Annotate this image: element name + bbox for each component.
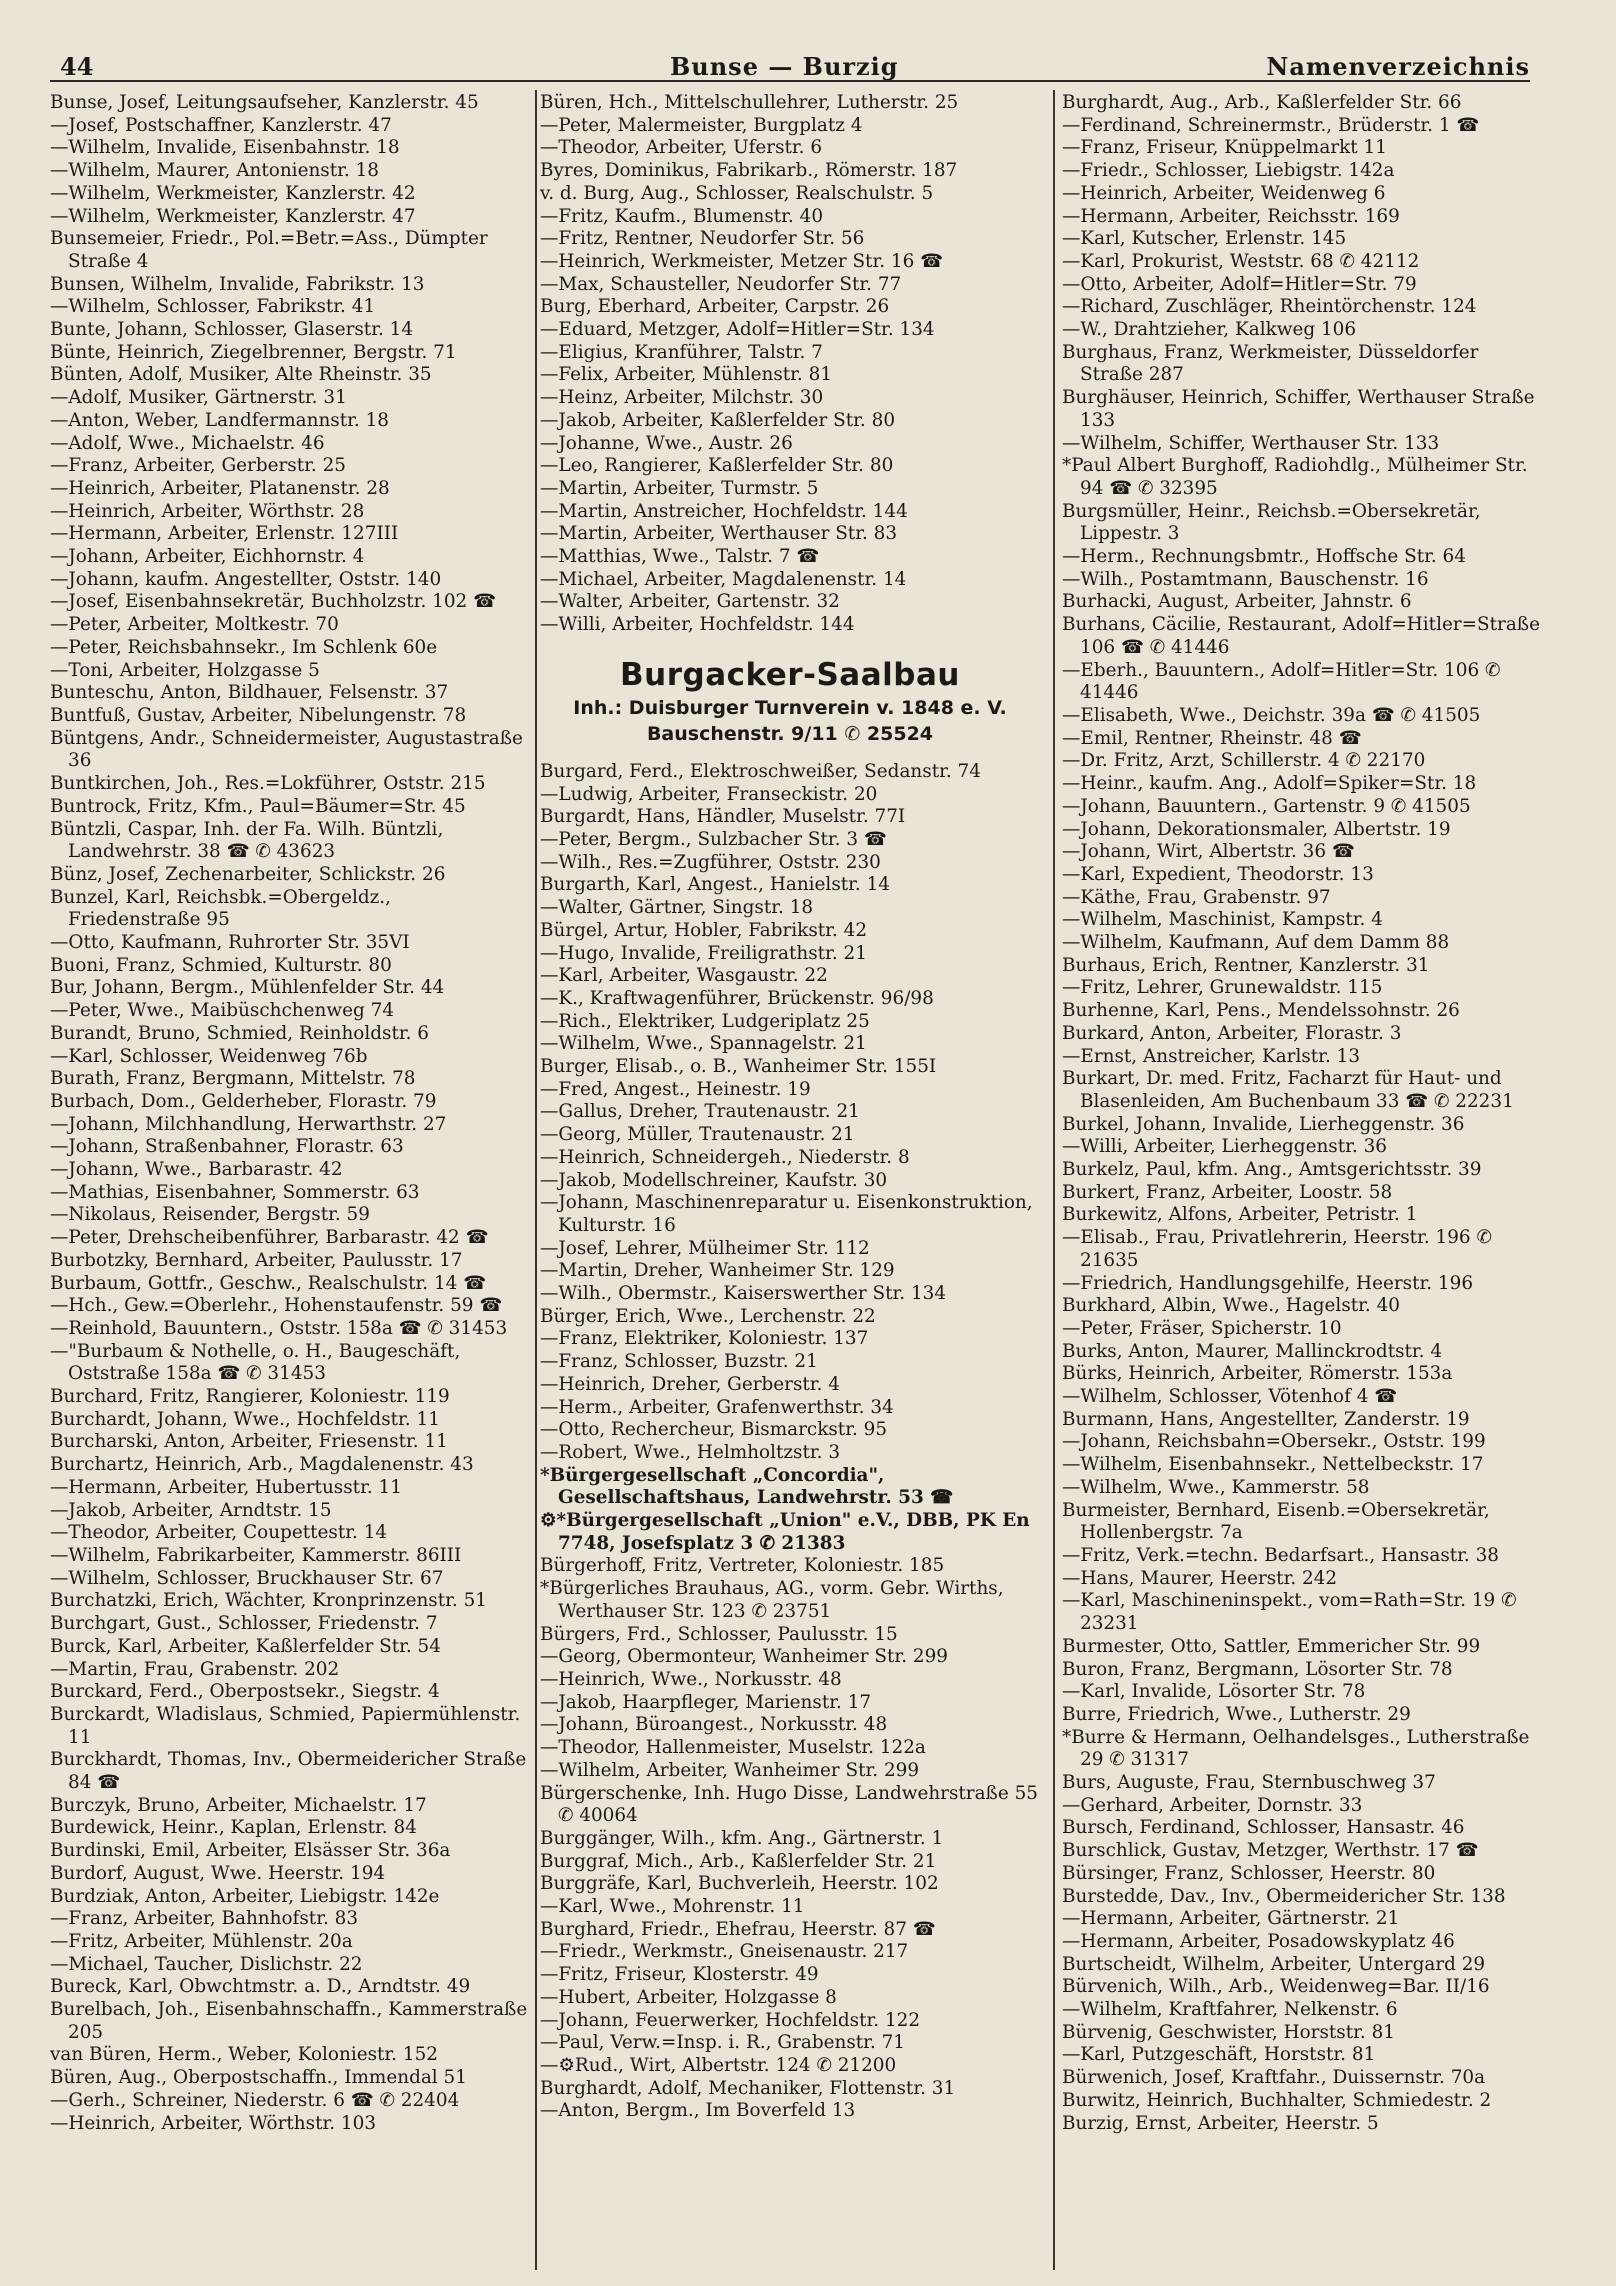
directory-entry: —Fritz, Arbeiter, Mühlenstr. 20a: [50, 1930, 353, 1952]
directory-entry: —Nikolaus, Reisender, Bergstr. 59: [50, 1204, 370, 1226]
directory-entry: —K., Kraftwagenführer, Brückenstr. 96/98: [540, 987, 934, 1009]
directory-entry: Büntzli, Caspar, Inh. der Fa. Wilh. Büntzli, Landwehrstr. 38 ☎ ✆ 43623: [50, 818, 444, 863]
directory-entry: Buntfuß, Gustav, Arbeiter, Nibelungenstr. 78: [50, 704, 467, 726]
directory-entry: Burstedde, Dav., Inv., Obermeidericher Str. 138: [1062, 1885, 1506, 1907]
directory-entry: —Wilhelm, Schiffer, Werthauser Str. 133: [1062, 432, 1440, 454]
directory-entry: —Friedrich, Handlungsgehilfe, Heerstr. 196: [1062, 1272, 1474, 1294]
directory-entry: Bunzel, Karl, Reichsbk.=Obergeldz., Friedenstraße 95: [50, 886, 391, 931]
directory-entry: —Karl, Schlosser, Weidenweg 76b: [50, 1045, 368, 1067]
directory-entry: Bürwenich, Josef, Kraftfahr., Duissernstr. 70a: [1062, 2067, 1486, 2089]
directory-entry: Bürks, Heinrich, Arbeiter, Römerstr. 153a: [1062, 1363, 1453, 1385]
directory-entry: —Johann, Dekorationsmaler, Albertstr. 19: [1062, 818, 1451, 840]
directory-entry: Burchatzki, Erich, Wächter, Kronprinzenstr. 51: [50, 1590, 487, 1612]
directory-entry: Burggräfe, Karl, Buchverleih, Heerstr. 102: [540, 1873, 939, 1895]
directory-entry: ⚙*Bürgergesellschaft „Union" e.V., DBB, PK En 7748, Josefsplatz 3 ✆ 21383: [540, 1510, 1030, 1554]
directory-entry: Burdorf, August, Wwe. Heerstr. 194: [50, 1862, 386, 1884]
directory-entry: —Martin, Dreher, Wanheimer Str. 129: [540, 1260, 895, 1282]
directory-entry: —Wilhelm, Schlosser, Vötenhof 4 ☎: [1062, 1386, 1398, 1408]
directory-entry: —Hch., Gew.=Oberlehr., Hohenstaufenstr. 59 ☎: [50, 1295, 503, 1317]
directory-entry: Burchard, Fritz, Rangierer, Koloniestr. 119: [50, 1386, 450, 1408]
directory-entry: Bunsen, Wilhelm, Invalide, Fabrikstr. 13: [50, 273, 425, 295]
directory-entry: —Eberh., Bauuntern., Adolf=Hitler=Str. 106 ✆ 41446: [1062, 659, 1501, 704]
directory-entry: Burcharski, Anton, Arbeiter, Friesenstr. 11: [50, 1431, 448, 1453]
directory-entry: —Otto, Rechercheur, Bismarckstr. 95: [540, 1419, 888, 1441]
directory-entry: —Johann, Maschinenreparatur u. Eisenkonstruktion, Kulturstr. 16: [540, 1192, 1033, 1236]
directory-entry: Buntrock, Fritz, Kfm., Paul=Bäumer=Str. 45: [50, 795, 466, 817]
directory-entry: —Willi, Arbeiter, Lierheggenstr. 36: [1062, 1136, 1387, 1158]
directory-entry: —Martin, Arbeiter, Werthauser Str. 83: [540, 523, 898, 545]
directory-entry: Burdinski, Emil, Arbeiter, Elsässer Str. 36a: [50, 1840, 451, 1862]
directory-entry: —Wilhelm, Kraftfahrer, Nelkenstr. 6: [1062, 1999, 1398, 2021]
directory-entry: —Hermann, Arbeiter, Posadowskyplatz 46: [1062, 1930, 1455, 1952]
directory-entry: —Wilh., Postamtmann, Bauschenstr. 16: [1062, 568, 1429, 590]
directory-entry: —Adolf, Musiker, Gärtnerstr. 31: [50, 387, 347, 409]
directory-entry: —Otto, Kaufmann, Ruhrorter Str. 35VI: [50, 932, 410, 954]
directory-entry: —Wilhelm, Maschinist, Kampstr. 4: [1062, 909, 1383, 931]
directory-entry: —Johann, Bauuntern., Gartenstr. 9 ✆ 41505: [1062, 795, 1471, 817]
directory-entry: Burczyk, Bruno, Arbeiter, Michaelstr. 17: [50, 1794, 427, 1816]
directory-entry: Burckard, Ferd., Oberpostsekr., Siegstr. 4: [50, 1681, 440, 1703]
directory-entry: Bürgerhoff, Fritz, Vertreter, Koloniestr. 185: [540, 1555, 945, 1577]
directory-entry: Bunse, Josef, Leitungsaufseher, Kanzlerstr. 45: [50, 92, 479, 113]
directory-entry: Bürgerschenke, Inh. Hugo Disse, Landwehrstraße 55 ✆ 40064: [540, 1782, 1038, 1827]
directory-entry: —Karl, Arbeiter, Wasgaustr. 22: [540, 965, 828, 987]
directory-entry: —Heinr., kaufm. Ang., Adolf=Spiker=Str. 18: [1062, 773, 1477, 795]
directory-entry: —Wilhelm, Kaufmann, Auf dem Damm 88: [1062, 932, 1450, 954]
directory-entry: Bünz, Josef, Zechenarbeiter, Schlickstr. 26: [50, 863, 446, 885]
directory-entry: Burghardt, Aug., Arb., Kaßlerfelder Str. 66: [1062, 92, 1462, 113]
directory-entry: Bünten, Adolf, Musiker, Alte Rheinstr. 35: [50, 364, 432, 386]
directory-entry: —Peter, Drehscheibenführer, Barbarastr. 42 ☎: [50, 1227, 489, 1249]
directory-entry: —Johann, Reichsbahn=Obersekr., Oststr. 199: [1062, 1431, 1486, 1453]
directory-entry: Burdewick, Heinr., Kaplan, Erlenstr. 84: [50, 1817, 417, 1839]
advertisement-owner: Inh.: Duisburger Turnverein v. 1848 e. V.: [573, 696, 1007, 719]
directory-entry: —Hermann, Arbeiter, Hubertusstr. 11: [50, 1476, 402, 1498]
directory-entry: —Jakob, Modellschreiner, Kaufstr. 30: [540, 1169, 888, 1191]
directory-entry: —Heinrich, Werkmeister, Metzer Str. 16 ☎: [540, 250, 944, 272]
directory-entry: Burandt, Bruno, Schmied, Reinholdstr. 6: [50, 1022, 430, 1044]
directory-entry: Burgardt, Hans, Händler, Muselstr. 77I: [540, 806, 906, 828]
directory-entry: Bunteschu, Anton, Bildhauer, Felsenstr. 37: [50, 682, 449, 704]
page-header: [50, 50, 1530, 82]
directory-entry: —Karl, Wwe., Mohrenstr. 11: [540, 1896, 805, 1918]
directory-entry: —Heinz, Arbeiter, Milchstr. 30: [540, 387, 824, 409]
directory-entry: —Herm., Rechnungsbmtr., Hoffsche Str. 64: [1062, 546, 1466, 568]
directory-entry: —⚙Rud., Wirt, Albertstr. 124 ✆ 21200: [540, 2054, 897, 2076]
directory-entry: Burkel, Johann, Invalide, Lierheggenstr. 36: [1062, 1113, 1465, 1135]
directory-entry: —Wilhelm, Fabrikarbeiter, Kammerstr. 86III: [50, 1545, 462, 1566]
directory-entry: —Emil, Rentner, Rheinstr. 48 ☎: [1062, 727, 1362, 749]
directory-entry: —Ludwig, Arbeiter, Franseckistr. 20: [540, 783, 878, 805]
directory-entry: —Heinrich, Arbeiter, Weidenweg 6: [1062, 182, 1386, 204]
directory-entry: —Theodor, Arbeiter, Uferstr. 6: [540, 137, 823, 159]
directory-entry: Burghard, Friedr., Ehefrau, Heerstr. 87 ☎: [540, 1918, 936, 1940]
directory-entry: —Jakob, Arbeiter, Kaßlerfelder Str. 80: [540, 409, 896, 431]
directory-entry: Bürvenich, Wilh., Arb., Weidenweg=Bar. II/16: [1062, 1976, 1490, 1998]
directory-entry: —Robert, Wwe., Helmholtzstr. 3: [540, 1441, 841, 1463]
column-middle-top: [540, 92, 1040, 637]
directory-entry: Burgsmüller, Heinr., Reichsb.=Obersekretär, Lippestr. 3: [1062, 500, 1481, 545]
directory-entry: Burghaus, Franz, Werkmeister, Düsseldorfer Straße 287: [1062, 341, 1479, 386]
section-title: Namenverzeichnis: [1266, 52, 1530, 81]
directory-entry: —Gerhard, Arbeiter, Dornstr. 33: [1062, 1794, 1363, 1816]
directory-entry: —Wilhelm, Wwe., Kammerstr. 58: [1062, 1476, 1370, 1498]
directory-entry: Burgard, Ferd., Elektroschweißer, Sedanstr. 74: [540, 760, 981, 782]
directory-entry: Burghardt, Adolf, Mechaniker, Flottenstr. 31: [540, 2077, 956, 2099]
directory-entry: —Wilhelm, Arbeiter, Wanheimer Str. 299: [540, 1759, 920, 1781]
directory-entry: —Karl, Maschineninspekt., vom=Rath=Str. 19 ✆ 23231: [1062, 1590, 1517, 1635]
directory-entry: Burggänger, Wilh., kfm. Ang., Gärtnerstr. 1: [540, 1827, 944, 1849]
directory-entry: —Karl, Kutscher, Erlenstr. 145: [1062, 228, 1347, 250]
directory-entry: —Heinrich, Arbeiter, Wörthstr. 28: [50, 500, 365, 522]
directory-entry: Burckardt, Wladislaus, Schmied, Papiermühlenstr. 11: [50, 1703, 521, 1748]
directory-entry: *Bürgergesellschaft „Concordia", Gesellschaftshaus, Landwehrstr. 53 ☎: [540, 1464, 954, 1509]
directory-entry: Byres, Dominikus, Fabrikarb., Römerstr. 187: [540, 160, 958, 182]
directory-entry: Burchartz, Heinrich, Arb., Magdalenenstr. 43: [50, 1454, 474, 1476]
directory-entry: —Wilhelm, Werkmeister, Kanzlerstr. 42: [50, 182, 416, 204]
directory-entry: —Leo, Rangierer, Kaßlerfelder Str. 80: [540, 455, 894, 477]
directory-entry: Bürsinger, Franz, Schlosser, Heerstr. 80: [1062, 1862, 1436, 1884]
directory-entry: —Johann, Straßenbahner, Florastr. 63: [50, 1136, 404, 1158]
directory-entry: Burbach, Dom., Gelderheber, Florastr. 79: [50, 1090, 437, 1112]
directory-entry: —Fred, Angest., Heinestr. 19: [540, 1078, 811, 1100]
directory-entry: Bürvenig, Geschwister, Horststr. 81: [1062, 2021, 1395, 2043]
directory-entry: Burck, Karl, Arbeiter, Kaßlerfelder Str. 54: [50, 1635, 441, 1657]
advertisement-name: Burgacker-Saalbau: [620, 656, 960, 693]
directory-entry: Burbotzky, Bernhard, Arbeiter, Paulusstr. 17: [50, 1249, 463, 1271]
directory-entry: —Hans, Maurer, Heerstr. 242: [1062, 1567, 1338, 1589]
directory-entry: Bunte, Johann, Schlosser, Glaserstr. 14: [50, 319, 414, 341]
directory-entry: Burhans, Cäcilie, Restaurant, Adolf=Hitler=Straße 106 ☎ ✆ 41446: [1062, 614, 1540, 658]
directory-entry: —Dr. Fritz, Arzt, Schillerstr. 4 ✆ 22170: [1062, 750, 1426, 772]
directory-entry: —Richard, Zuschläger, Rheintörchenstr. 124: [1062, 296, 1477, 318]
directory-entry: —Reinhold, Bauuntern., Oststr. 158a ☎ ✆ 31453: [50, 1317, 508, 1339]
directory-entry: —Eduard, Metzger, Adolf=Hitler=Str. 134: [540, 319, 935, 341]
directory-entry: —Ferdinand, Schreinermstr., Brüderstr. 1 ☎: [1062, 114, 1480, 136]
directory-entry: —Gallus, Dreher, Trautenaustr. 21: [540, 1101, 860, 1123]
directory-entry: Burg, Eberhard, Arbeiter, Carpstr. 26: [540, 296, 890, 318]
directory-entry: Büren, Hch., Mittelschullehrer, Lutherstr. 25: [540, 92, 959, 113]
directory-entry: —Fritz, Verk.=techn. Bedarfsart., Hansastr. 38: [1062, 1545, 1500, 1566]
directory-entry: —Johann, Wirt, Albertstr. 36 ☎: [1062, 841, 1355, 863]
directory-entry: —Mathias, Eisenbahner, Sommerstr. 63: [50, 1181, 420, 1203]
column-left: [50, 92, 528, 2135]
directory-entry: —Franz, Friseur, Knüppelmarkt 11: [1062, 137, 1387, 159]
directory-entry: —Martin, Arbeiter, Turmstr. 5: [540, 477, 819, 499]
directory-entry: —Peter, Arbeiter, Moltkestr. 70: [50, 614, 339, 636]
directory-entry: Burghäuser, Heinrich, Schiffer, Werthauser Straße 133: [1062, 387, 1535, 431]
directory-entry: —Franz, Arbeiter, Bahnhofstr. 83: [50, 1908, 359, 1930]
directory-entry: —Ernst, Anstreicher, Karlstr. 13: [1062, 1045, 1361, 1067]
directory-entry: Burkhard, Albin, Wwe., Hagelstr. 40: [1062, 1295, 1401, 1317]
directory-entry: —Peter, Reichsbahnsekr., Im Schlenk 60e: [50, 636, 438, 658]
directory-entry: Burkert, Franz, Arbeiter, Loostr. 58: [1062, 1181, 1393, 1203]
directory-entry: —Hugo, Invalide, Freiligrathstr. 21: [540, 942, 867, 964]
directory-entry: Bürger, Erich, Wwe., Lerchenstr. 22: [540, 1305, 876, 1327]
directory-entry: Burks, Anton, Maurer, Mallinckrodtstr. 4: [1062, 1340, 1443, 1362]
directory-entry: Burhacki, August, Arbeiter, Jahnstr. 6: [1062, 591, 1412, 613]
directory-entry: Burath, Franz, Bergmann, Mittelstr. 78: [50, 1068, 416, 1090]
directory-entry: —Käthe, Frau, Grabenstr. 97: [1062, 886, 1331, 908]
directory-entry: Burre, Friedrich, Wwe., Lutherstr. 29: [1062, 1703, 1411, 1725]
directory-entry: —Johanne, Wwe., Austr. 26: [540, 432, 793, 454]
directory-entry: —Friedr., Werkmstr., Gneisenaustr. 217: [540, 1941, 909, 1963]
directory-entry: —Walter, Arbeiter, Gartenstr. 32: [540, 591, 840, 613]
directory-entry: —Elisabeth, Wwe., Deichstr. 39a ☎ ✆ 41505: [1062, 704, 1481, 726]
directory-entry: —Peter, Fräser, Spicherstr. 10: [1062, 1317, 1342, 1339]
directory-entry: —Michael, Arbeiter, Magdalenenstr. 14: [540, 568, 907, 590]
directory-entry: —Wilhelm, Wwe., Spannagelstr. 21: [540, 1033, 867, 1055]
directory-entry: —Georg, Müller, Trautenaustr. 21: [540, 1124, 855, 1146]
directory-entry: —Anton, Bergm., Im Boverfeld 13: [540, 2100, 856, 2122]
directory-entry: —Josef, Lehrer, Mülheimer Str. 112: [540, 1237, 870, 1259]
directory-entry: —Toni, Arbeiter, Holzgasse 5: [50, 659, 320, 681]
directory-entry: Bur, Johann, Bergm., Mühlenfelder Str. 44: [50, 977, 445, 999]
directory-entry: —Max, Schausteller, Neudorfer Str. 77: [540, 273, 902, 295]
directory-entry: —Josef, Postschaffner, Kanzlerstr. 47: [50, 114, 392, 136]
directory-entry: Burkelz, Paul, kfm. Ang., Amtsgerichtsstr. 39: [1062, 1159, 1482, 1181]
directory-entry: —Herm., Arbeiter, Grafenwerthstr. 34: [540, 1396, 894, 1418]
directory-entry: —Eligius, Kranführer, Talstr. 7: [540, 341, 823, 363]
directory-entry: —Heinrich, Dreher, Gerberstr. 4: [540, 1373, 840, 1395]
directory-entry: —Wilh., Obermstr., Kaiserswerther Str. 134: [540, 1283, 947, 1305]
directory-entry: Burbaum, Gottfr., Geschw., Realschulstr. 14 ☎: [50, 1272, 487, 1294]
directory-entry: Burkard, Anton, Arbeiter, Florastr. 3: [1062, 1022, 1402, 1044]
directory-entry: Burs, Auguste, Frau, Sternbuschweg 37: [1062, 1772, 1436, 1794]
directory-entry: Burelbach, Joh., Eisenbahnschaffn., Kammerstraße 205: [50, 1999, 528, 2043]
directory-entry: —Fritz, Rentner, Neudorfer Str. 56: [540, 228, 865, 250]
directory-entry: —Martin, Anstreicher, Hochfeldstr. 144: [540, 500, 908, 522]
directory-entry: Bürgel, Artur, Hobler, Fabrikstr. 42: [540, 919, 868, 941]
directory-entry: Buoni, Franz, Schmied, Kulturstr. 80: [50, 954, 392, 976]
directory-entry: —Friedr., Schlosser, Liebigstr. 142a: [1062, 160, 1395, 182]
directory-entry: Burhaus, Erich, Rentner, Kanzlerstr. 31: [1062, 954, 1430, 976]
directory-entry: —Peter, Bergm., Sulzbacher Str. 3 ☎: [540, 828, 887, 850]
directory-entry: —Karl, Expedient, Theodorstr. 13: [1062, 863, 1374, 885]
directory-entry: —Elisab., Frau, Privatlehrerin, Heerstr. 196 ✆ 21635: [1062, 1227, 1492, 1271]
directory-entry: —"Burbaum & Nothelle, o. H., Baugeschäft, Oststraße 158a ☎ ✆ 31453: [50, 1340, 461, 1385]
directory-entry: —Rich., Elektriker, Ludgeriplatz 25: [540, 1010, 870, 1032]
directory-entry: —Franz, Elektriker, Koloniestr. 137: [540, 1328, 869, 1350]
directory-entry: Burchardt, Johann, Wwe., Hochfeldstr. 11: [50, 1408, 440, 1430]
directory-entry: —Peter, Malermeister, Burgplatz 4: [540, 114, 863, 136]
directory-entry: Burgarth, Karl, Angest., Hanielstr. 14: [540, 874, 891, 896]
directory-entry: Burdziak, Anton, Arbeiter, Liebigstr. 142e: [50, 1885, 440, 1907]
directory-entry: —Heinrich, Wwe., Norkusstr. 48: [540, 1669, 842, 1690]
directory-entry: Bünte, Heinrich, Ziegelbrenner, Bergstr. 71: [50, 341, 457, 363]
page-title: Bunse — Burzig: [670, 52, 899, 81]
directory-entry: Burggraf, Mich., Arb., Kaßlerfelder Str. 21: [540, 1850, 937, 1872]
page-number: 44: [60, 52, 94, 81]
directory-entry: —W., Drahtzieher, Kalkweg 106: [1062, 319, 1357, 341]
column-middle: [540, 92, 1040, 2123]
directory-entry: —Heinrich, Arbeiter, Platanenstr. 28: [50, 477, 390, 499]
directory-entry: Bunsemeier, Friedr., Pol.=Betr.=Ass., Dümpter Straße 4: [50, 228, 488, 272]
directory-entry: —Willi, Arbeiter, Hochfeldstr. 144: [540, 614, 855, 636]
directory-entry: v. d. Burg, Aug., Schlosser, Realschulstr. 5: [540, 182, 934, 204]
directory-entry: —Johann, Wwe., Barbarastr. 42: [50, 1159, 343, 1181]
directory-entry: —Hermann, Arbeiter, Reichsstr. 169: [1062, 205, 1400, 227]
directory-entry: —Martin, Frau, Grabenstr. 202: [50, 1658, 340, 1680]
directory-entry: —Hermann, Arbeiter, Gärtnerstr. 21: [1062, 1908, 1400, 1930]
directory-entry: —Josef, Eisenbahnsekretär, Buchholzstr. 102 ☎: [50, 591, 496, 613]
directory-entry: —Johann, Büroangest., Norkusstr. 48: [540, 1714, 888, 1736]
directory-entry: Büntgens, Andr., Schneidermeister, Augustastraße 36: [50, 727, 523, 772]
directory-entry: *Burre & Hermann, Oelhandelsges., Lutherstraße 29 ✆ 31317: [1062, 1726, 1530, 1771]
directory-entry: —Johann, Milchhandlung, Herwarthstr. 27: [50, 1113, 447, 1135]
directory-entry: —Fritz, Lehrer, Grunewaldstr. 115: [1062, 977, 1383, 999]
directory-entry: —Franz, Arbeiter, Gerberstr. 25: [50, 455, 346, 477]
directory-entry: —Hubert, Arbeiter, Holzgasse 8: [540, 1986, 837, 2008]
directory-entry: —Otto, Arbeiter, Adolf=Hitler=Str. 79: [1062, 273, 1417, 295]
directory-entry: —Walter, Gärtner, Singstr. 18: [540, 897, 814, 919]
directory-entry: Burmann, Hans, Angestellter, Zanderstr. 19: [1062, 1408, 1470, 1430]
directory-entry: —Adolf, Wwe., Michaelstr. 46: [50, 432, 325, 454]
directory-entry: —Heinrich, Schneidergeh., Niederstr. 8: [540, 1146, 910, 1168]
directory-entry: —Theodor, Arbeiter, Coupettestr. 14: [50, 1522, 388, 1544]
directory-entry: Burkewitz, Alfons, Arbeiter, Petristr. 1: [1062, 1204, 1418, 1226]
column-divider: [1053, 90, 1055, 2270]
directory-entry: —Jakob, Arbeiter, Arndtstr. 15: [50, 1499, 332, 1521]
directory-entry: —Anton, Weber, Landfermannstr. 18: [50, 409, 389, 431]
directory-entry: —Fritz, Kaufm., Blumenstr. 40: [540, 205, 824, 227]
directory-entry: —Matthias, Wwe., Talstr. 7 ☎: [540, 546, 820, 568]
directory-entry: —Hermann, Arbeiter, Erlenstr. 127III: [50, 523, 399, 545]
directory-entry: —Theodor, Hallenmeister, Muselstr. 122a: [540, 1737, 926, 1759]
directory-entry: —Michael, Taucher, Dislichstr. 22: [50, 1953, 363, 1975]
directory-entry: —Wilhelm, Schlosser, Bruckhauser Str. 67: [50, 1567, 444, 1589]
directory-entry: Bureck, Karl, Obwchtmstr. a. D., Arndtstr. 49: [50, 1976, 471, 1998]
directory-entry: —Felix, Arbeiter, Mühlenstr. 81: [540, 364, 833, 386]
directory-entry: Burmester, Otto, Sattler, Emmericher Str. 99: [1062, 1635, 1481, 1657]
directory-entry: —Wilhelm, Maurer, Antonienstr. 18: [50, 160, 379, 182]
directory-entry: Burckhardt, Thomas, Inv., Obermeidericher Straße 84 ☎: [50, 1749, 527, 1794]
directory-entry: —Wilhelm, Schlosser, Fabrikstr. 41: [50, 296, 376, 318]
directory-entry: *Bürgerliches Brauhaus, AG., vorm. Gebr. Wirths, Werthauser Str. 123 ✆ 23751: [540, 1578, 1004, 1622]
directory-entry: —Wilh., Res.=Zugführer, Oststr. 230: [540, 851, 881, 873]
directory-entry: Burzig, Ernst, Arbeiter, Heerstr. 5: [1062, 2112, 1379, 2134]
directory-entry: Burtscheidt, Wilhelm, Arbeiter, Untergard 29: [1062, 1953, 1486, 1975]
directory-entry: —Johann, kaufm. Angestellter, Oststr. 140: [50, 568, 442, 590]
directory-entry: Burmeister, Bernhard, Eisenb.=Obersekretär, Hollenbergstr. 7a: [1062, 1499, 1490, 1544]
column-divider: [535, 90, 537, 2270]
directory-entry: Burkart, Dr. med. Fritz, Facharzt für Haut- und Blasenleiden, Am Buchenbaum 33 ☎ ✆ 22231: [1062, 1068, 1514, 1112]
directory-entry: —Franz, Schlosser, Buzstr. 21: [540, 1351, 818, 1373]
directory-entry: *Paul Albert Burghoff, Radiohdlg., Mülheimer Str. 94 ☎ ✆ 32395: [1062, 455, 1528, 499]
column-middle-bottom: [540, 761, 1040, 2123]
directory-entry: Burschlick, Gustav, Metzger, Werthstr. 17 ☎: [1062, 1840, 1479, 1862]
directory-entry: —Jakob, Haarpfleger, Marienstr. 17: [540, 1691, 872, 1713]
directory-entry: Burchgart, Gust., Schlosser, Friedenstr. 7: [50, 1613, 438, 1635]
directory-entry: —Karl, Prokurist, Weststr. 68 ✆ 42112: [1062, 250, 1420, 272]
directory-entry: van Büren, Herm., Weber, Koloniestr. 152: [50, 2044, 438, 2066]
directory-entry: Buntkirchen, Joh., Res.=Lokführer, Oststr. 215: [50, 773, 486, 795]
advertisement-box: [540, 655, 1040, 747]
directory-entry: —Fritz, Friseur, Klosterstr. 49: [540, 1964, 819, 1986]
directory-entry: —Paul, Verw.=Insp. i. R., Grabenstr. 71: [540, 2032, 906, 2054]
directory-entry: —Georg, Obermonteur, Wanheimer Str. 299: [540, 1646, 948, 1668]
directory-entry: Burger, Elisab., o. B., Wanheimer Str. 155I: [540, 1056, 937, 1078]
directory-entry: —Johann, Arbeiter, Eichhornstr. 4: [50, 546, 365, 568]
directory-entry: —Heinrich, Arbeiter, Wörthstr. 103: [50, 2112, 377, 2134]
directory-entry: Bürgers, Frd., Schlosser, Paulusstr. 15: [540, 1623, 898, 1645]
column-right: [1062, 92, 1542, 2135]
directory-entry: —Karl, Invalide, Lösorter Str. 78: [1062, 1681, 1366, 1703]
directory-entry: —Gerh., Schreiner, Niederstr. 6 ☎ ✆ 22404: [50, 2089, 460, 2111]
directory-entry: Bursch, Ferdinand, Schlosser, Hansastr. 46: [1062, 1817, 1465, 1839]
directory-entry: —Wilhelm, Werkmeister, Kanzlerstr. 47: [50, 205, 416, 227]
directory-entry: Buron, Franz, Bergmann, Lösorter Str. 78: [1062, 1658, 1453, 1680]
directory-entry: Burhenne, Karl, Pens., Mendelssohnstr. 26: [1062, 1000, 1460, 1022]
directory-entry: Burwitz, Heinrich, Buchhalter, Schmiedestr. 2: [1062, 2089, 1492, 2111]
directory-entry: —Wilhelm, Invalide, Eisenbahnstr. 18: [50, 137, 400, 159]
directory-entry: Büren, Aug., Oberpostschaffn., Immendal 51: [50, 2067, 467, 2089]
directory-entry: —Wilhelm, Eisenbahnsekr., Nettelbeckstr. 17: [1062, 1454, 1484, 1476]
advertisement-address: Bauschenstr. 9/11 ✆ 25524: [646, 722, 934, 745]
directory-entry: —Karl, Putzgeschäft, Horststr. 81: [1062, 2044, 1376, 2066]
directory-entry: —Peter, Wwe., Maibüschchenweg 74: [50, 1000, 395, 1022]
directory-entry: —Johann, Feuerwerker, Hochfeldstr. 122: [540, 2009, 921, 2031]
